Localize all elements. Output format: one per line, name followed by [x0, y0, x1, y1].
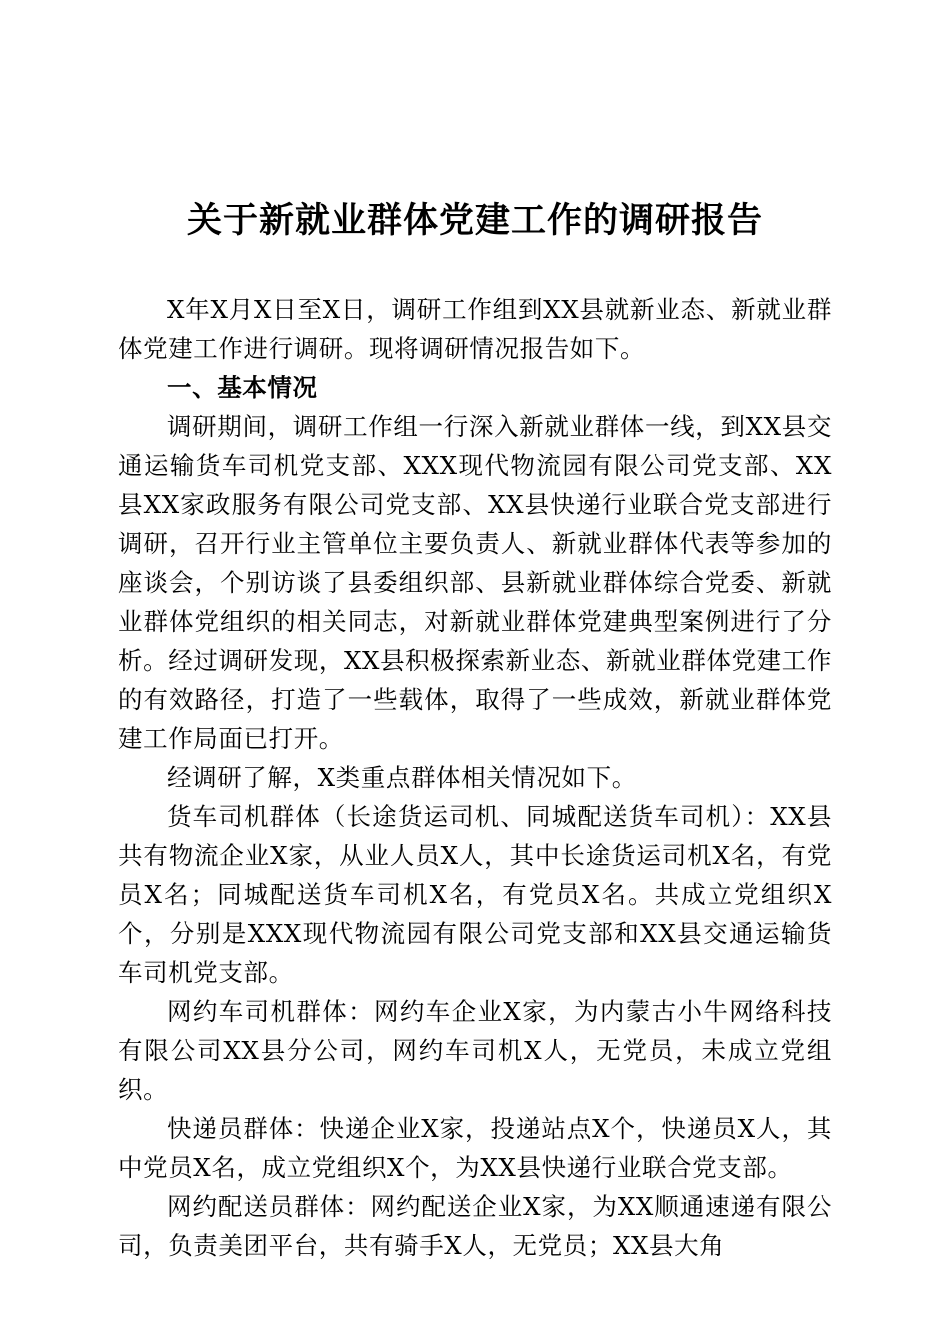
paragraph-intro: X年X月X日至X日，调研工作组到XX县就新业态、新就业群体党建工作进行调研。现将调研情况报告如下。	[118, 295, 832, 363]
paragraph-delivery-riders: 网约配送员群体：网约配送企业X家，为XX顺通速递有限公司，负责美团平台，共有骑手X人，无党员；XX县大角	[118, 1192, 832, 1260]
paragraph-ride-hailing-drivers: 网约车司机群体：网约车企业X家，为内蒙古小牛网络科技有限公司XX县分公司，网约车司机X人，无党员，未成立党组织。	[118, 997, 832, 1104]
paragraph-couriers: 快递员群体：快递企业X家，投递站点X个，快递员X人，其中党员X名，成立党组织X个，为XX县快递行业联合党支部。	[118, 1114, 832, 1182]
paragraph-research-process: 调研期间，调研工作组一行深入新就业群体一线，到XX县交通运输货车司机党支部、XXX现代物流园有限公司党支部、XX县XX家政服务有限公司党支部、XX县快递行业联合党支部进行调研，召开行业主管单位主要负责人、新就业群体代表等参加的座谈会，个别访谈了县委组织部、县新就业群体综合党委、新就业群体党组织的相关同志，对新就业群体党建典型案例进行了分析。经过调研发现，XX县积极探索新业态、新就业群体党建工作的有效路径，打造了一些载体，取得了一些成效，新就业群体党建工作局面已打开。	[118, 412, 832, 753]
document-title: 关于新就业群体党建工作的调研报告	[186, 200, 763, 241]
document-body	[118, 290, 832, 1265]
paragraph-groups-intro: 经调研了解，X类重点群体相关情况如下。	[167, 763, 637, 792]
paragraph-truck-drivers: 货车司机群体（长途货运司机、同城配送货车司机）：XX县共有物流企业X家，从业人员X人，其中长途货运司机X名，有党员X名；同城配送货车司机X名，有党员X名。共成立党组织X个，分别是XXX现代物流园有限公司党支部和XX县交通运输货车司机党支部。	[118, 802, 832, 987]
section-heading-basic-situation: 一、基本情况	[167, 373, 318, 402]
